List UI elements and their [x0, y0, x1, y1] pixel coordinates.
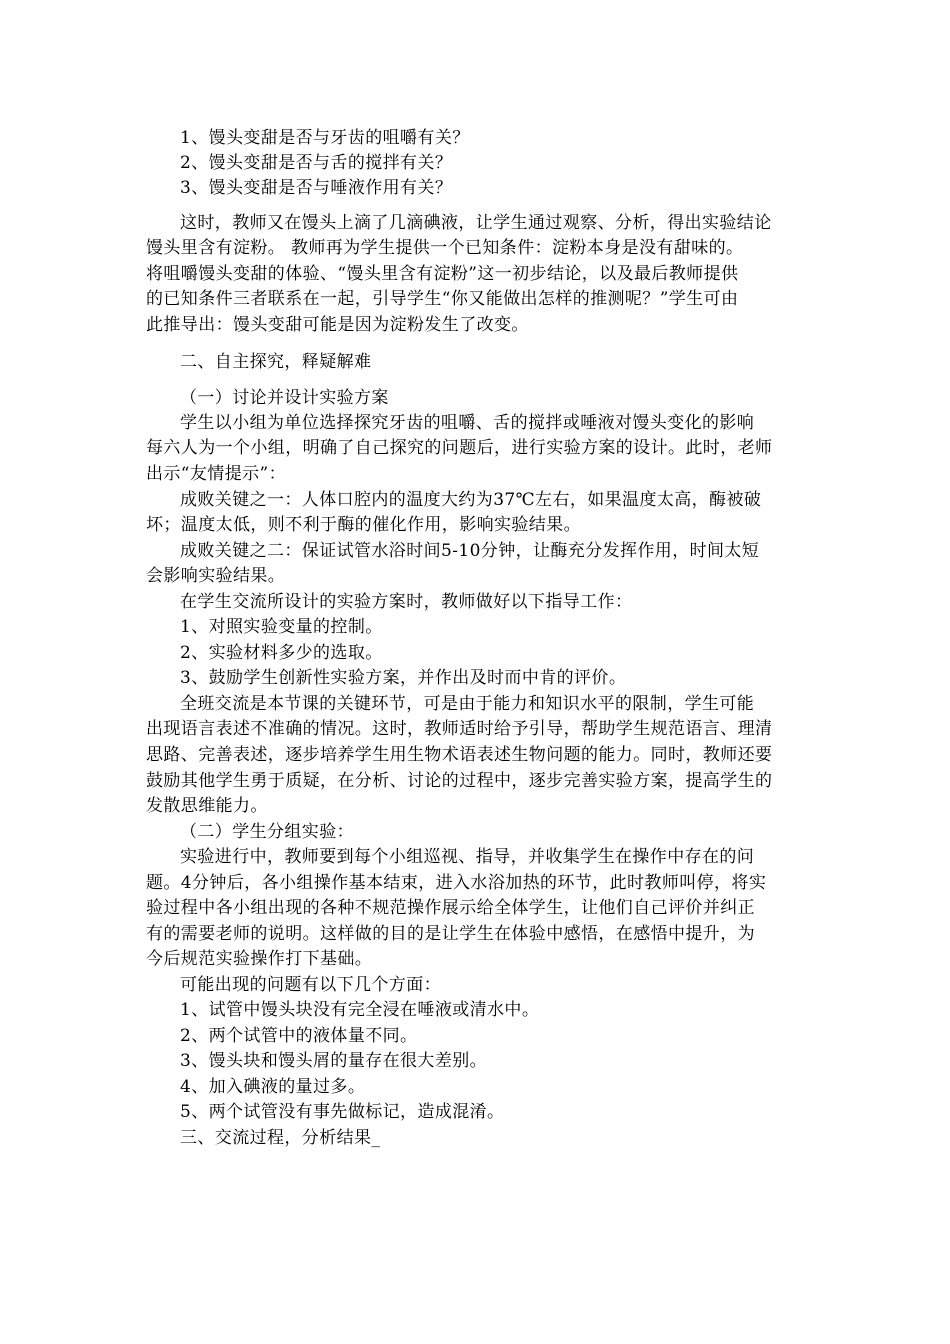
paragraph-line: 的已知条件三者联系在一起，引导学生“你又能做出怎样的推测呢？”学生可由: [146, 289, 739, 309]
paragraph-line: 验过程中各小组出现的各种不规范操作展示给全体学生，让他们自己评价并纠正: [146, 898, 755, 918]
section-heading-2: 二、自主探究，释疑解难: [180, 352, 372, 372]
paragraph-line: 馒头里含有淀粉。 教师再为学生提供一个已知条件：淀粉本身是没有甜味的。: [146, 238, 744, 258]
paragraph-line: 全班交流是本节课的关键环节，可是由于能力和知识水平的限制，学生可能: [180, 694, 755, 714]
paragraph-line: 成败关键之一：人体口腔内的温度大约为37℃左右，如果温度太高，酶被破: [180, 490, 762, 510]
paragraph-line: 出现语言表述不准确的情况。这时，教师适时给予引导，帮助学生规范语言、理清: [146, 719, 773, 739]
list-item-question-3: 3、馒头变甜是否与唾液作用有关？: [180, 178, 453, 198]
list-item: 3、鼓励学生创新性实验方案，并作出及时而中肯的评价。: [180, 668, 627, 688]
paragraph-line: 可能出现的问题有以下几个方面：: [180, 975, 441, 995]
paragraph-line: 会影响实验结果。: [146, 566, 286, 586]
list-item: 2、两个试管中的液体量不同。: [180, 1026, 418, 1046]
list-item: 3、馒头块和馒头屑的量存在很大差别。: [180, 1051, 488, 1071]
paragraph-line: 有的需要老师的说明。这样做的目的是让学生在体验中感悟，在感悟中提升，为: [146, 924, 755, 944]
paragraph-line: 今后规范实验操作打下基础。: [146, 949, 373, 969]
paragraph-line: 此推导出：馒头变甜可能是因为淀粉发生了改变。: [146, 315, 529, 335]
paragraph-line: 实验进行中，教师要到每个小组巡视、指导，并收集学生在操作中存在的问: [180, 847, 755, 867]
list-item: 4、加入碘液的量过多。: [180, 1077, 366, 1097]
paragraph-line: 成败关键之二：保证试管水浴时间5-10分钟，让酶充分发挥作用，时间太短: [180, 541, 760, 561]
paragraph-line: 在学生交流所设计的实验方案时，教师做好以下指导工作：: [180, 592, 633, 612]
section-heading-3: 三、交流过程，分析结果_: [180, 1128, 381, 1148]
subsection-heading-2: （二）学生分组实验：: [180, 822, 354, 842]
list-item-question-2: 2、馒头变甜是否与舌的搅拌有关？: [180, 153, 453, 173]
list-item: 1、试管中馒头块没有完全浸在唾液或清水中。: [180, 1000, 540, 1020]
paragraph-line: 题。4分钟后，各小组操作基本结束，进入水浴加热的环节，此时教师叫停，将实: [146, 873, 767, 893]
paragraph-line: 这时，教师又在馒头上滴了几滴碘液，让学生通过观察、分析，得出实验结论: [180, 213, 772, 233]
list-item-question-1: 1、馒头变甜是否与牙齿的咀嚼有关？: [180, 128, 470, 148]
paragraph-line: 每六人为一个小组，明确了自己探究的问题后，进行实验方案的设计。此时，老师: [146, 438, 773, 458]
paragraph-line: 出示“友情提示”：: [146, 464, 286, 484]
subsection-heading-1: （一）讨论并设计实验方案: [180, 388, 389, 408]
paragraph-line: 学生以小组为单位选择探究牙齿的咀嚼、舌的搅拌或唾液对馒头变化的影响: [180, 413, 755, 433]
list-item: 2、实验材料多少的选取。: [180, 643, 383, 663]
list-item: 1、对照实验变量的控制。: [180, 617, 383, 637]
paragraph-line: 坏；温度太低，则不利于酶的催化作用，影响实验结果。: [146, 515, 581, 535]
paragraph-line: 将咀嚼馒头变甜的体验、“馒头里含有淀粉”这一初步结论，以及最后教师提供: [146, 264, 739, 284]
paragraph-line: 发散思维能力。: [146, 796, 268, 816]
paragraph-line: 思路、完善表述，逐步培养学生用生物术语表述生物问题的能力。同时，教师还要: [146, 745, 773, 765]
paragraph-line: 鼓励其他学生勇于质疑，在分析、讨论的过程中，逐步完善实验方案，提高学生的: [146, 771, 773, 791]
list-item: 5、两个试管没有事先做标记，造成混淆。: [180, 1102, 505, 1122]
